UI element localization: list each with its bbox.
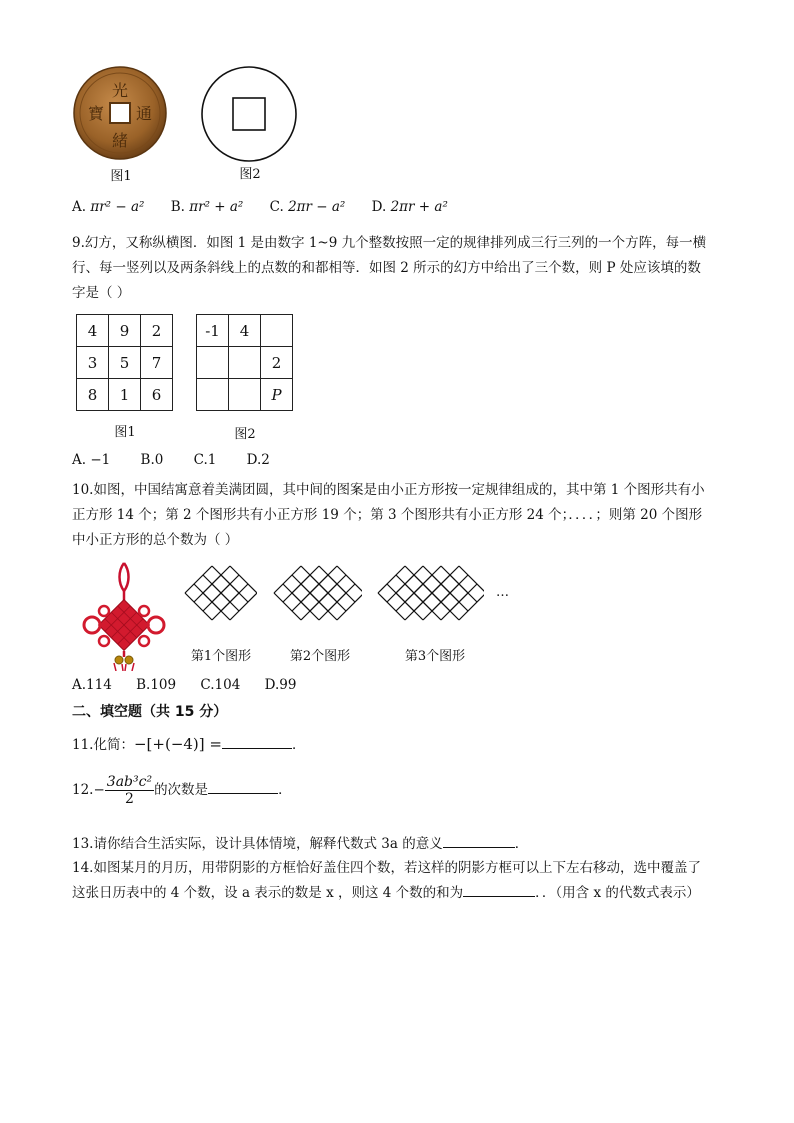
fig2-cell [197, 347, 229, 379]
q10-option-b[interactable]: B.109 [136, 677, 177, 693]
magic-square-fig1 [76, 314, 173, 411]
q14-line2-a: 这张日历表中的 4 个数，设 a 表示的数是 x ，则这 4 个数的和为 [72, 885, 464, 901]
q8-option-c[interactable]: C. 2πr − a² [269, 199, 346, 215]
q10-option-c[interactable]: C.104 [200, 677, 241, 693]
fig2-cell: 2 [261, 347, 293, 379]
q10-options [72, 677, 318, 693]
q13-text: 13.请你结合生活实际，设计具体情境，解释代数式 3a 的意义 [72, 836, 443, 852]
fig2-cell [197, 379, 229, 411]
lattice-diamond [414, 566, 468, 620]
fig1-cell: 2 [141, 315, 173, 347]
pattern-figure-3 [376, 563, 484, 625]
coin-photo [72, 66, 170, 160]
q11 [72, 733, 305, 753]
q14-line2 [72, 881, 700, 901]
q9-option-c[interactable]: C.1 [193, 452, 217, 468]
fig2-cell [229, 347, 261, 379]
fig1-cell: 6 [141, 379, 173, 411]
pattern-caption-3: 第3个图形 [404, 649, 466, 664]
q8-option-a[interactable]: A. πr² − a² [72, 199, 145, 215]
q12-suffix: ． [278, 782, 292, 798]
q11-answer-blank[interactable] [222, 736, 292, 749]
q8-fig2-caption: 图2 [239, 167, 261, 182]
q9-fig2-caption: 图2 [234, 427, 256, 442]
q14-answer-blank[interactable] [463, 884, 535, 897]
fig1-cell: 8 [77, 379, 109, 411]
coin-char-bottom: 緒 [111, 131, 129, 150]
q9-fig1-caption: 图1 [114, 425, 136, 440]
q14-line2-b: ．．（用含 x 的代数式表示） [535, 885, 700, 901]
q13-suffix: ． [514, 836, 529, 852]
q10-option-d[interactable]: D.99 [264, 677, 297, 693]
fig1-cell: 1 [109, 379, 141, 411]
q12 [72, 774, 292, 807]
q12-answer-blank[interactable] [208, 781, 278, 794]
q14-line1: 14.如图某月的月历，用带阴影的方框恰好盖住四个数，若这样的阴影方框可以上下左右移动，选中覆盖了 [72, 860, 701, 876]
fig2-cell: -1 [197, 315, 229, 347]
fig1-cell: 9 [109, 315, 141, 347]
fig2-cell [261, 315, 293, 347]
lattice-diamond [432, 566, 484, 620]
q12-fraction [105, 774, 154, 807]
pattern-figure-2 [272, 563, 362, 625]
q13 [72, 832, 528, 852]
fig1-cell: 3 [77, 347, 109, 379]
q12-prefix: 12.− [72, 782, 105, 798]
q9-line2: 行、每一竖列以及两条斜线上的点数的和都相等．如图 2 所示的幻方中给出了三个数，则 P 处应该填的数 [72, 260, 701, 276]
pattern-caption-2: 第2个图形 [289, 649, 351, 664]
q8-fig1-caption: 图1 [110, 169, 132, 184]
q11-prefix: 11.化简： [72, 737, 134, 753]
q11-suffix: ． [291, 737, 306, 753]
q11-expr: −[+(−4)] = [133, 735, 222, 753]
fig2-cell: 4 [229, 315, 261, 347]
lattice-diamond [292, 566, 346, 620]
q9-line1: 9.幻方，又称纵横图．如图 1 是由数字 1~9 九个整数按照一定的规律排列成三行三列的一个方阵，每一横 [72, 235, 707, 251]
q12-text: 的次数是 [154, 782, 209, 798]
fig1-cell: 4 [77, 315, 109, 347]
q8-option-d[interactable]: D. 2πr + a² [371, 199, 448, 215]
q9-options [72, 452, 292, 468]
q9-option-d[interactable]: D.2 [246, 452, 270, 468]
q12-numerator: 3ab³c² [106, 774, 153, 790]
q10-line3: 中小正方形的总个数为（ ） [72, 532, 239, 548]
fig2-cell: P [261, 379, 293, 411]
lattice-diamond [185, 566, 239, 620]
coin-char-top: 光 [111, 81, 129, 100]
lattice-diamond [310, 566, 362, 620]
q9-option-b[interactable]: B.0 [140, 452, 164, 468]
coin-char-right: 通 [135, 104, 153, 123]
pattern-ellipsis: … [496, 585, 509, 600]
pattern-caption-1: 第1个图形 [190, 649, 252, 664]
q8-options [72, 199, 470, 215]
chinese-knot-image [78, 561, 170, 671]
q9-option-a[interactable]: A. −1 [72, 452, 111, 468]
q9-line3: 字是（ ） [72, 285, 131, 301]
lattice-diamond [378, 566, 432, 620]
lattice-diamond [274, 566, 328, 620]
lattice-diamond [396, 566, 450, 620]
q10-line2: 正方形 14 个；第 2 个图形共有小正方形 19 个；第 3 个图形共有小正方形 24 个；．．．．；则第 20 个图形 [72, 507, 703, 523]
magic-square-fig2 [196, 314, 293, 411]
coin-diagram [200, 65, 300, 163]
q12-denominator: 2 [124, 791, 134, 807]
q10-line1: 10.如图，中国结寓意着美满团圆，其中间的图案是由小正方形按一定规律组成的，其中第 1 个图形共有小 [72, 482, 705, 498]
fig1-cell: 7 [141, 347, 173, 379]
q13-answer-blank[interactable] [443, 835, 515, 848]
q8-option-b[interactable]: B. πr² + a² [170, 199, 244, 215]
fig1-cell: 5 [109, 347, 141, 379]
section-title-fill-in: 二、填空题（共 15 分） [72, 704, 228, 720]
q10-option-a[interactable]: A.114 [72, 677, 112, 693]
coin-char-left: 寶 [87, 104, 105, 123]
fig2-cell [229, 379, 261, 411]
pattern-figure-1 [183, 563, 257, 625]
lattice-diamond [203, 566, 257, 620]
